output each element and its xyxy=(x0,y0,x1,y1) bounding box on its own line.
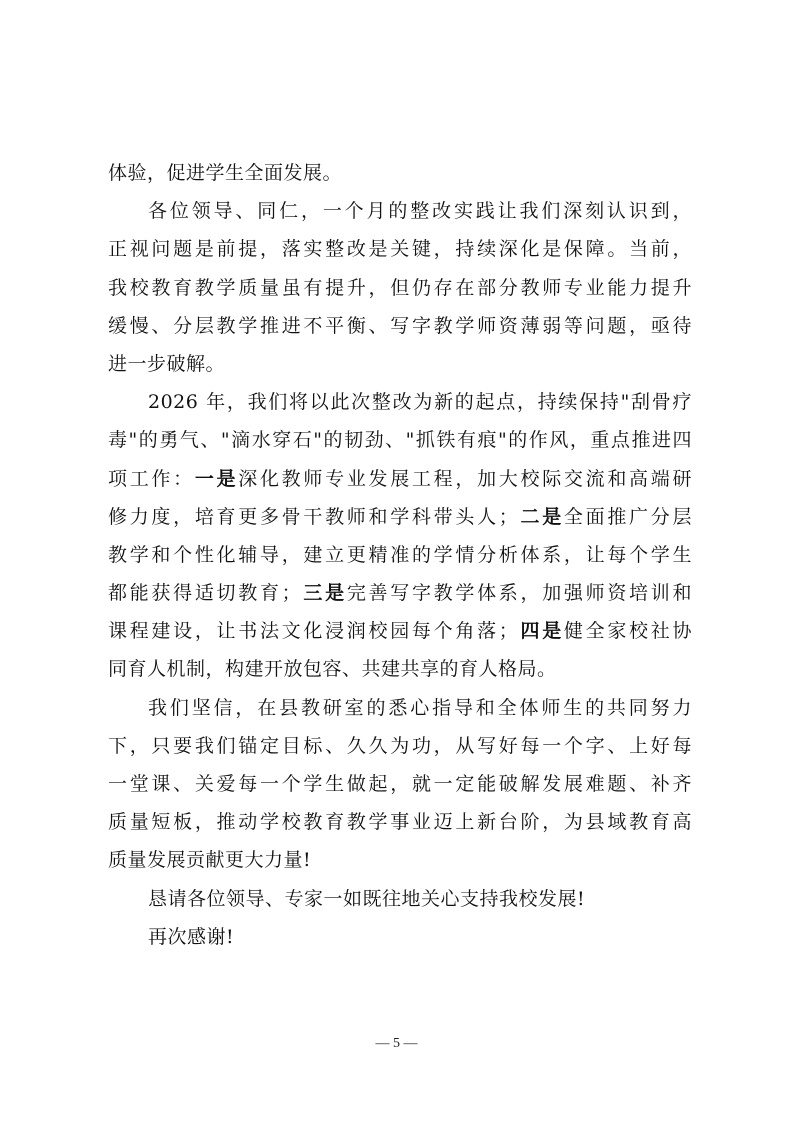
line-segment: 修力度，培育更多骨干教师和学科带头人； xyxy=(108,505,519,528)
paragraph-line xyxy=(108,612,692,650)
emphasis-marker: 二是 xyxy=(518,505,564,528)
line-segment: 深化教师专业发展工程，加大校际交流和高端研 xyxy=(238,467,692,490)
paragraph-line: 2026 年，我们将以此次整改为新的起点，持续保持"刮骨疗 xyxy=(148,391,692,414)
line-segment: 完善写字教学体系，加强师资培训和 xyxy=(346,582,692,605)
paragraph-line: 正视问题是前提，落实整改是关键，持续深化是保障。当前， xyxy=(108,238,692,261)
paragraph-line: 体验，促进学生全面发展。 xyxy=(108,162,343,184)
line-segment: 健全家校社协 xyxy=(563,620,692,643)
paragraph-line: 一堂课、关爱每一个学生做起，就一定能破解发展难题、补齐 xyxy=(108,773,692,795)
paragraph-line: 同育人机制，构建开放包容、共建共享的育人格局。 xyxy=(108,658,557,681)
line-segment: 课程建设，让书法文化浸润校园每个角落； xyxy=(108,620,519,643)
paragraph-line: 我校教育教学质量虽有提升，但仍存在部分教师专业能力提升 xyxy=(108,276,692,299)
emphasis-marker: 三是 xyxy=(301,582,347,605)
paragraph-line: 再次感谢! xyxy=(148,925,235,948)
paragraph-line: 质量发展贡献更大力量! xyxy=(108,849,312,872)
paragraph-line: 各位领导、同仁，一个月的整改实践让我们深刻认识到， xyxy=(148,200,692,223)
paragraph-line: 我们坚信，在县教研室的悉心指导和全体师生的共同努力 xyxy=(148,696,692,719)
paragraph-line xyxy=(108,574,692,612)
line-segment: 都能获得适切教育； xyxy=(108,582,302,605)
paragraph-line: 进一步破解。 xyxy=(108,352,226,375)
paragraph-line: 教学和个性化辅导，建立更精准的学情分析体系，让每个学生 xyxy=(108,543,692,566)
emphasis-marker: 一是 xyxy=(194,467,239,490)
line-segment: 全面推广分层 xyxy=(563,505,692,528)
paragraph-line: 恳请各位领导、专家一如既往地关心支持我校发展! xyxy=(148,887,586,910)
paragraph-line: 质量短板，推动学校教育教学事业迈上新台阶，为县域教育高 xyxy=(108,811,692,834)
paragraph-line: 毒"的勇气、"滴水穿石"的韧劲、"抓铁有痕"的作风，重点推进四 xyxy=(108,429,692,452)
paragraph-line xyxy=(108,498,692,536)
paragraph-line xyxy=(108,460,692,498)
document-body xyxy=(108,154,692,956)
line-segment: 项工作： xyxy=(108,467,195,490)
paragraph-line: 下，只要我们锚定目标、久久为功，从写好每一个字、上好每 xyxy=(108,734,692,757)
emphasis-marker: 四是 xyxy=(518,620,564,643)
paragraph-line: 缓慢、分层教学推进不平衡、写字教学师资薄弱等问题，亟待 xyxy=(108,314,692,337)
page-number: — 5 — xyxy=(375,1036,418,1051)
